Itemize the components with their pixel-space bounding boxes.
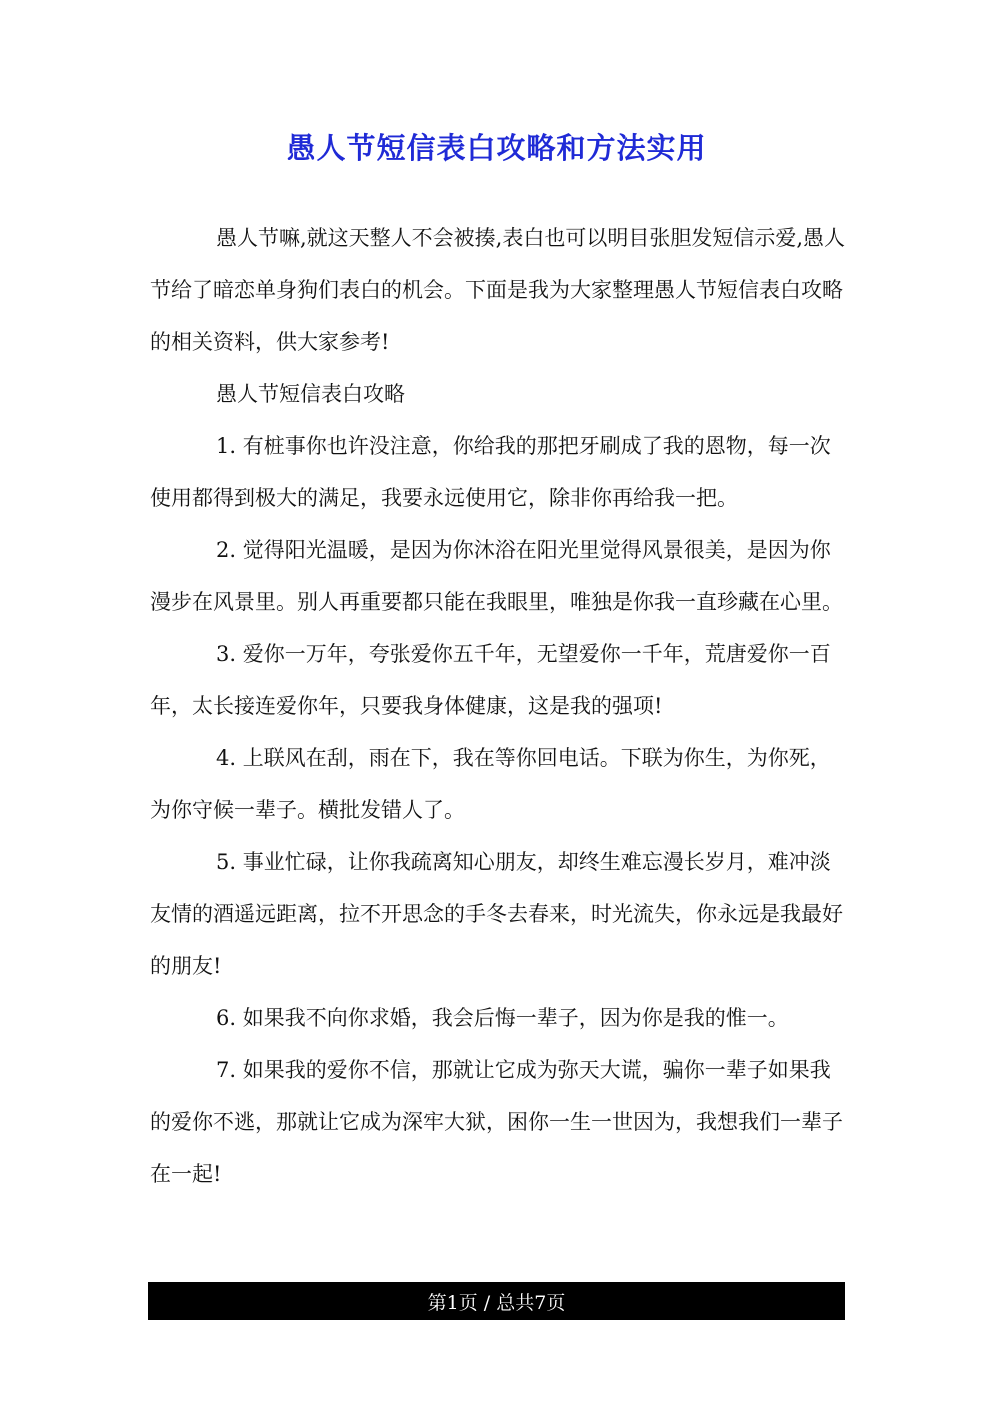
- section-heading: 愚人节短信表白攻略: [216, 382, 405, 406]
- list-item-1: 1. 有桩事你也许没注意，你给我的那把牙刷成了我的恩物，每一次使用都得到极大的满足，我要永远使用它，除非你再给我一把。: [150, 434, 831, 510]
- list-item-4: 4. 上联风在刮，雨在下，我在等你回电话。下联为你生，为你死，为你守候一辈子。横批发错人了。: [150, 746, 831, 822]
- paragraph-intro: 愚人节嘛,就这天整人不会被揍,表白也可以明目张胆发短信示爱,愚人节给了暗恋单身狗们表白的机会。下面是我为大家整理愚人节短信表白攻略的相关资料，供大家参考!: [150, 226, 846, 354]
- list-item-6: 6. 如果我不向你求婚，我会后悔一辈子，因为你是我的惟一。: [216, 1006, 789, 1030]
- document-body: [150, 212, 847, 1200]
- list-item-7: 7. 如果我的爱你不信，那就让它成为弥天大谎，骗你一辈子如果我的爱你不逃，那就让它成为深牢大狱，困你一生一世因为，我想我们一辈子在一起!: [150, 1058, 843, 1186]
- list-item-2: 2. 觉得阳光温暖，是因为你沐浴在阳光里觉得风景很美，是因为你漫步在风景里。别人再重要都只能在我眼里，唯独是你我一直珍藏在心里。: [150, 538, 843, 614]
- page-number-label: 第1页 / 总共7页: [427, 1291, 566, 1314]
- document-title: 愚人节短信表白攻略和方法实用: [286, 131, 707, 165]
- page-footer: [148, 1282, 845, 1320]
- list-item-3: 3. 爱你一万年，夸张爱你五千年，无望爱你一千年，荒唐爱你一百年，太长接连爱你年，只要我身体健康，这是我的强项!: [150, 642, 831, 718]
- list-item-5: 5. 事业忙碌，让你我疏离知心朋友，却终生难忘漫长岁月，难冲淡友情的酒遥远距离，拉不开思念的手冬去春来，时光流失，你永远是我最好的朋友!: [150, 850, 843, 978]
